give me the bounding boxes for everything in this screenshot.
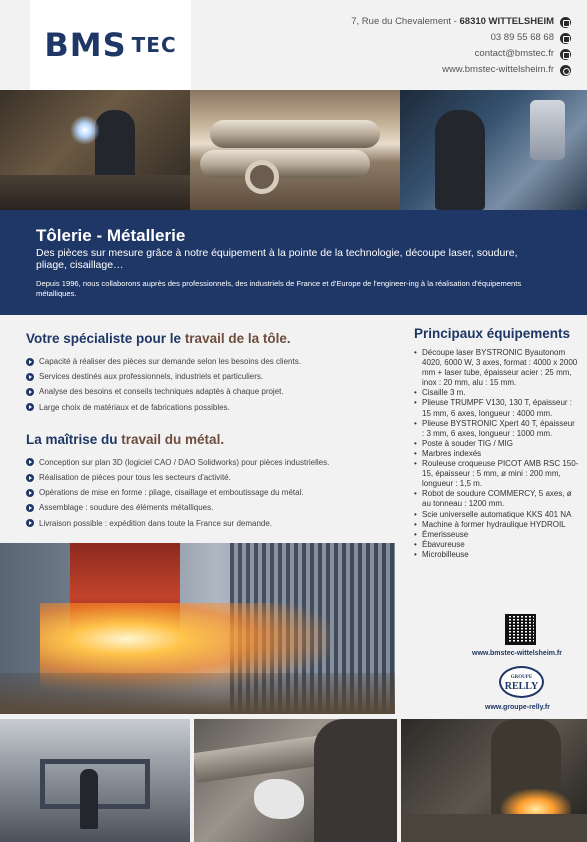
group-logo-top: GROUPE (510, 675, 533, 680)
list-item: • Cisaille 3 m. (414, 388, 579, 398)
list-item: Livraison possible : expédition dans toute la France sur demande. (26, 516, 386, 531)
group-logo-text: RELLY (504, 681, 539, 692)
phone-number[interactable]: 03 89 55 68 68 (490, 32, 554, 43)
grinding-photo (401, 719, 587, 842)
mail-icon (560, 49, 571, 60)
metal-services-list (26, 455, 386, 531)
group-website-link[interactable]: www.groupe-relly.fr (485, 704, 550, 711)
website-link[interactable]: www.bmstec-wittelsheim.fr (442, 64, 554, 75)
bullet-arrow-icon (26, 489, 34, 497)
list-item: • Émerisseuse (414, 530, 579, 540)
steel-tubes-photo (190, 90, 400, 210)
groupe-relly-logo (499, 666, 544, 698)
list-item: • Plieuse BYSTRONIC Xpert 40 T, épaisseur : 3 mm, 6 axes, longueur : 1000 mm. (414, 419, 579, 439)
welding-photo (0, 90, 190, 210)
list-item: Large choix de matériaux et de fabrications possibles. (26, 400, 386, 415)
footer-website-link[interactable]: www.bmstec-wittelsheim.fr (472, 650, 562, 657)
list-item: • Rouleuse croqueuse PICOT AMB RSC 150-15, épaisseur : 5 mm, ø mini : 200 mm, longueur : 1,5 m. (414, 459, 579, 489)
list-item: Assemblage : soudure des éléments métalliques. (26, 500, 386, 515)
logo-main: BMS (44, 26, 127, 64)
page-title: Tôlerie - Métallerie (36, 226, 186, 245)
location-icon (560, 17, 571, 28)
laser-cutting-photo (0, 543, 395, 714)
list-item: Réalisation de pièces pour tous les secteurs d'activité. (26, 470, 386, 485)
phone-line (351, 30, 571, 46)
bullet-arrow-icon (26, 519, 34, 527)
list-item: • Microbilleuse (414, 550, 579, 560)
list-item: • Marbres indexés (414, 449, 579, 459)
list-item: Capacité à réaliser des pièces sur demande selon les besoins des clients. (26, 354, 386, 369)
section-title-sheet: Votre spécialiste pour le travail de la tôle. (26, 331, 291, 346)
logo-sub: TEC (131, 33, 177, 57)
address-city: 68310 WITTELSHEIM (459, 16, 554, 27)
list-item: Opérations de mise en forme : pliage, cisaillage et emboutissage du métal. (26, 485, 386, 500)
services-column (26, 330, 386, 531)
bullet-arrow-icon (26, 373, 34, 381)
phone-icon (560, 33, 571, 44)
email-link[interactable]: contact@bmstec.fr (474, 48, 554, 59)
list-item: • Ébavureuse (414, 540, 579, 550)
address-line (351, 14, 571, 30)
robot-operator-photo (400, 90, 587, 210)
list-item: • Poste à souder TIG / MIG (414, 439, 579, 449)
lead-text: Des pièces sur mesure grâce à notre équipement à la pointe de la technologie, découpe laser, soudure, pliage, cisaillage… (36, 247, 518, 271)
intro-text: Depuis 1996, nous collaborons auprès des professionnels, des industriels de France et d'Europe de l'engineer-ing à la réalisation d'équipements métalliques. (36, 279, 522, 298)
list-item: • Découpe laser BYSTRONIC Byautonom 4020, 6000 W, 3 axes, format : 4000 x 2000 mm + laser tube, épaisseur acier : 25 mm, inox : 20 mm, alu : 15 mm. (414, 348, 579, 388)
list-item: • Plieuse TRUMPF V130, 130 T, épaisseur : 15 mm, 6 axes, longueur : 4000 mm. (414, 398, 579, 418)
list-item: Conception sur plan 3D (logiciel CAO / DAO Solidworks) pour pièces industrielles. (26, 455, 386, 470)
list-item: Services destinés aux professionnels, industriels et particuliers. (26, 369, 386, 384)
bmstec-logo (30, 0, 191, 90)
bullet-arrow-icon (26, 504, 34, 512)
bullet-arrow-icon (26, 458, 34, 466)
sheet-services-list (26, 354, 386, 415)
website-line (351, 62, 571, 78)
address-street: 7, Rue du Chevalement - (351, 16, 460, 27)
bullet-arrow-icon (26, 403, 34, 411)
equipment-title: Principaux équipements (414, 326, 571, 341)
bottom-photo-strip (0, 719, 587, 842)
list-item: • Scie universelle automatique KKS 401 NA (414, 510, 579, 520)
qr-code[interactable] (505, 614, 536, 645)
equipment-column (414, 325, 579, 560)
bullet-arrow-icon (26, 388, 34, 396)
workshop-photo (0, 719, 190, 842)
section-title-metal: La maîtrise du travail du métal. (26, 431, 225, 447)
contact-block (351, 14, 571, 78)
bullet-arrow-icon (26, 474, 34, 482)
globe-icon (560, 65, 571, 76)
list-item: Analyse des besoins et conseils techniques adaptés à chaque projet. (26, 384, 386, 399)
header (0, 0, 587, 90)
list-item: • Machine à former hydraulique HYDROIL (414, 520, 579, 530)
email-line (351, 46, 571, 62)
equipment-list (414, 348, 579, 560)
bending-photo (194, 719, 397, 842)
top-photo-strip (0, 90, 587, 210)
intro-band (0, 210, 587, 315)
bullet-arrow-icon (26, 358, 34, 366)
list-item: • Robot de soudure COMMERCY, 5 axes, ø au tonneau : 1200 mm. (414, 489, 579, 509)
